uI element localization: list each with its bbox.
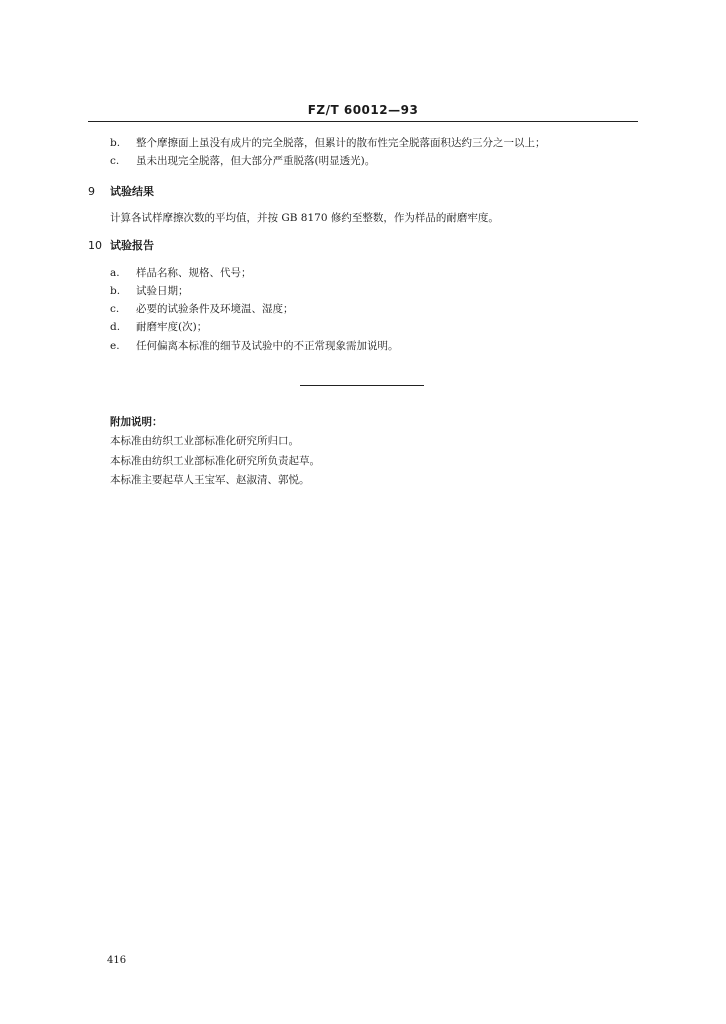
page-header: FZ/T 60012—93 [307,103,419,117]
section-heading-9 [88,183,154,199]
list-item [110,285,189,298]
end-rule [300,385,424,386]
list-text: 整个摩擦面上虽没有成片的完全脱落，但累计的散布性完全脱落面积达约三分之一以上； [136,137,546,149]
notes-title: 附加说明： [110,416,163,428]
list-item [110,340,399,353]
list-item [110,137,546,150]
section-title: 试验结果 [110,185,154,198]
list-text: 任何偏离本标准的细节及试验中的不正常现象需加说明。 [136,340,399,352]
section-heading-10 [88,237,154,253]
section-title: 试验报告 [110,239,154,252]
list-marker: c. [110,303,120,315]
section-body-9: 计算各试样摩擦次数的平均值，并按 GB 8170 修约至整数，作为样品的耐磨牢度。 [110,212,499,224]
list-marker: b. [110,285,121,297]
list-marker: c. [110,155,120,167]
list-item [110,267,252,280]
list-marker: b. [110,137,121,149]
section-number: 9 [88,185,95,198]
section-number: 10 [88,239,102,252]
list-text: 样品名称、规格、代号； [136,267,252,279]
list-marker: e. [110,340,120,352]
list-item [110,321,207,334]
header-rule [88,121,638,122]
notes-line: 本标准由纺织工业部标准化研究所归口。 [110,435,299,447]
page-number: 416 [107,955,127,966]
list-item [110,303,294,316]
list-marker: a. [110,267,120,279]
list-text: 试验日期； [136,285,189,297]
list-text: 必要的试验条件及环境温、湿度； [136,303,294,315]
notes-line: 本标准由纺织工业部标准化研究所负责起草。 [110,455,320,467]
list-text: 虽未出现完全脱落，但大部分严重脱落(明显透光)。 [136,155,376,167]
list-item [110,155,375,168]
list-text: 耐磨牢度(次)； [136,321,208,333]
notes-line: 本标准主要起草人王宝军、赵淑清、郭悦。 [110,474,310,486]
list-marker: d. [110,321,121,333]
